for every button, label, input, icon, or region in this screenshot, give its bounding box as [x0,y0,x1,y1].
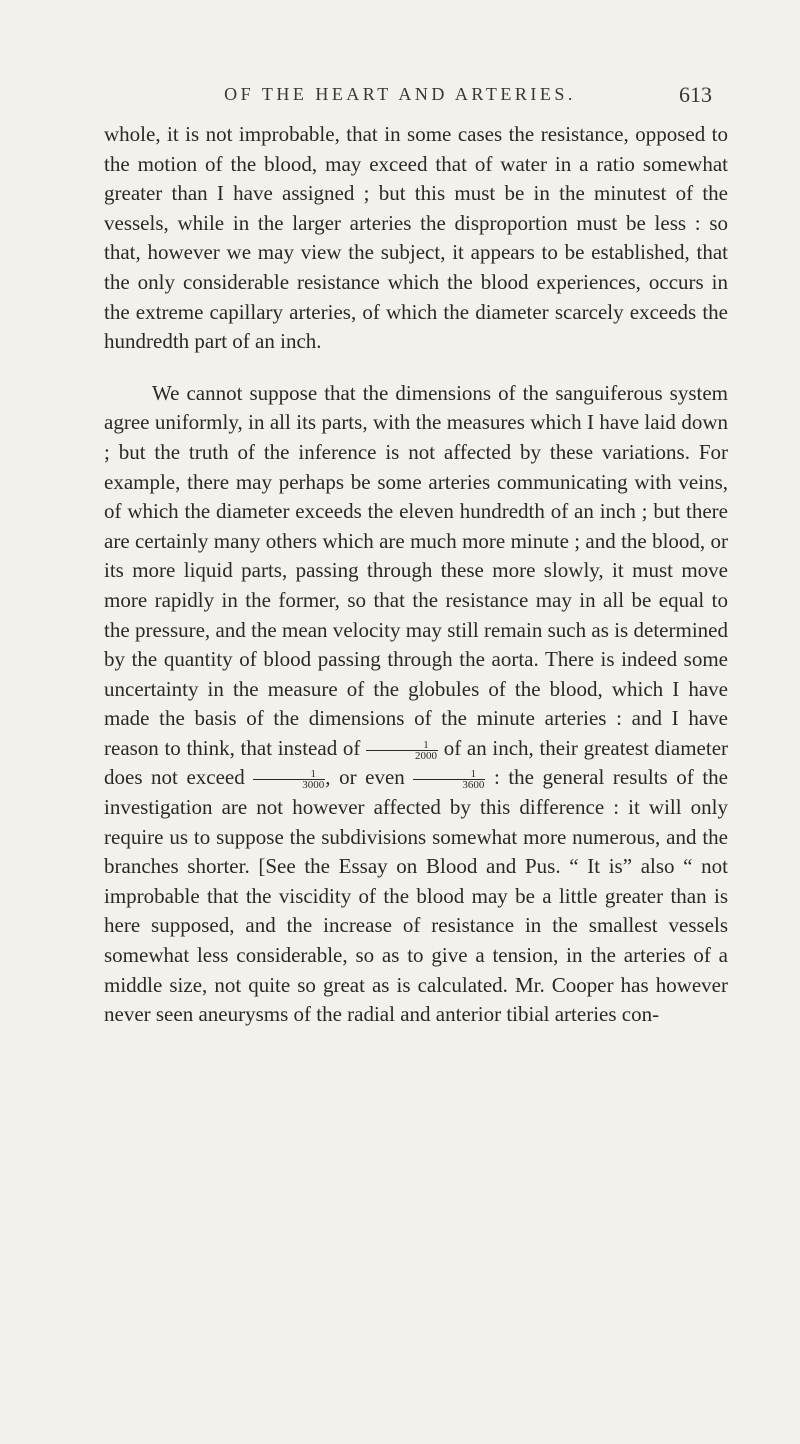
fraction-numerator: 1 [366,740,438,751]
page-number: 613 [679,82,712,107]
paragraph-dimensions [104,379,728,1030]
fraction-denominator: 2000 [415,749,438,762]
paragraph-continuation: whole, it is not improbable, that in some cases the resistance, opposed to the motion of the blood, may exceed that of water in a ratio somewhat greater than I have assigned ; but this must be in the minutest of the vessels, while in the larger arteries the disproportion must be less : so that, however we may view the subject, it appears to be established, that the only considerable resistance which the blood experiences, occurs in the extreme capillary arteries, of which the diameter scarcely exceeds the hundredth part of an inch. [104,122,728,354]
body-text [104,120,728,1030]
paragraph-text-part-3: , or even [325,765,405,790]
fraction-numerator: 1 [413,769,485,780]
fraction-one-two-thousandth [366,740,438,761]
fraction-denominator: 3600 [462,779,485,792]
paragraph-text-part-4: : the general results of the investigation are not however affected by this difference : it will only require us to suppose the subdivisions somewhat more numerous, and the branches shorter. [See the Essay on Blood and Pus. “ It is” also “ not improbable that the viscidity of the blood may be a little greater than is here supposed, and the increase of resistance in the smallest vessels somewhat less considerable, so as to give a tension, in the arteries of a middle size, not quite so great as is calculated. Mr. Cooper has however never seen aneurysms of the radial and anterior tibial arteries con- [104,765,728,1027]
paragraph-text-part-1: We cannot suppose that the dimensions of the sanguiferous system agree uniformly, in all its parts, with the measures which I have laid down ; but the truth of the inference is not affected by these variations. For example, there may perhaps be some arteries communicating with veins, of which the diameter exceeds the eleven hundredth of an inch ; but there are certainly many others which are much more minute ; and the blood, or its more liquid parts, passing through these more slowly, it must move more rapidly in the former, so that the resistance may in all be equal to the pressure, and the mean velocity may still remain such as is determined by the quantity of blood passing through the aorta. There is indeed some uncertainty in the measure of the globules of the blood, which I have made the basis of the dimensions of the minute arteries : and I have reason to think, that instead of [104,380,728,760]
fraction-one-three-thousandth [253,769,325,790]
paragraph-text-part-2: of an inch, their greatest diameter does not exceed [104,735,729,790]
fraction-denominator: 3000 [302,779,325,792]
fraction-numerator: 1 [253,769,325,780]
fraction-one-thirty-six-hundredth [413,769,485,790]
running-head: OF THE HEART AND ARTERIES. [224,84,576,104]
page-header [0,80,800,112]
